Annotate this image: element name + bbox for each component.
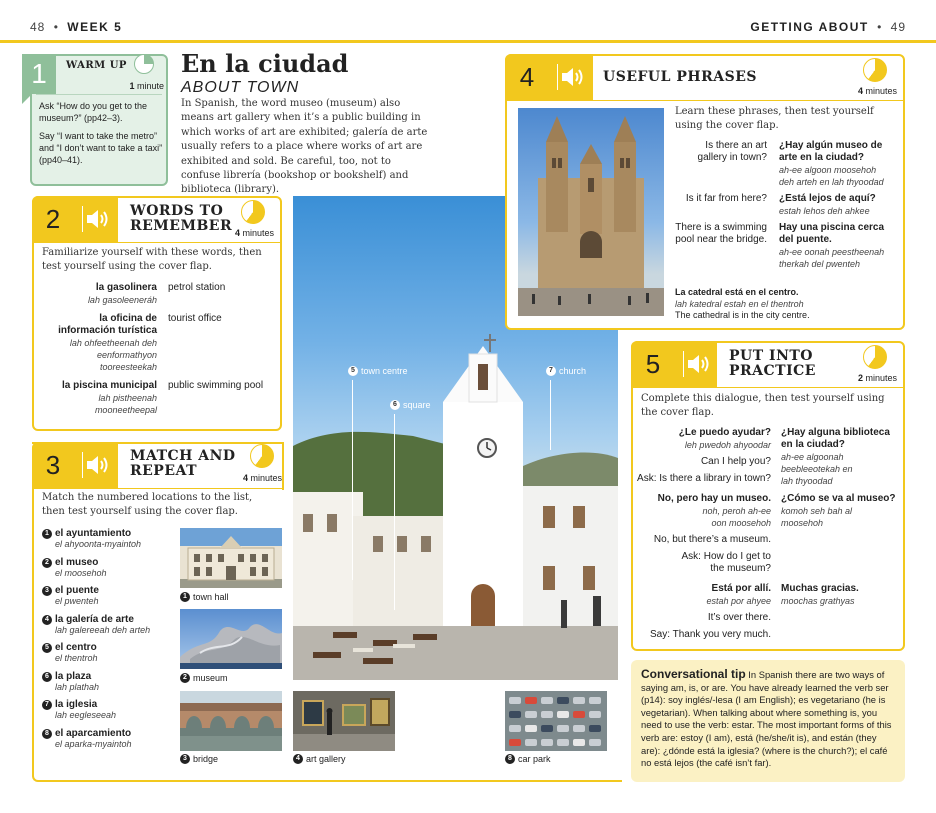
- photo-callout: 6 square: [390, 400, 431, 410]
- tip-text: Conversational tip In Spanish there are two ways of saying am, is, or are. You have already learned the verb ser (p14): soy inglés/-lesa (I am English); es vegetariano (he is vegetarian). When talking about where something is, you need to use the verb: estar. The most important forms of this verb are: estoy (I am), está (he/she/it is), and están (they are): ¿dónde está la iglesia? (where is the church?); el café no está lejos (the café isn’t far).: [641, 667, 892, 769]
- words-number: 2: [32, 196, 74, 242]
- bridge-photo: [180, 691, 282, 751]
- timer-icon: [134, 54, 154, 74]
- list-item: 7 la iglesia lah eegleseeah: [42, 699, 116, 720]
- phrase-pron: estah lehos deh ahkee: [779, 206, 870, 216]
- cathedral-pron: lah katedral estah en el thentroh: [675, 299, 804, 309]
- practice-timer: 2 minutes: [857, 373, 897, 383]
- right-page-number: 49: [890, 20, 906, 34]
- practice-panel: [631, 341, 905, 651]
- answer-es: ¿Hay alguna biblioteca en la ciudad?: [781, 427, 890, 450]
- speaker-icon: [683, 351, 713, 377]
- photo-callout: 7 church: [546, 366, 586, 376]
- dialogue-es: Está por allí.: [711, 583, 771, 594]
- timer-icon: [250, 444, 274, 468]
- dialogue-es: No, pero hay un museo.: [657, 493, 771, 504]
- page-subtitle: ABOUT TOWN: [181, 79, 300, 96]
- cathedral-es: La catedral está en el centro.: [675, 287, 799, 297]
- photo-caption: 3 bridge: [180, 754, 218, 764]
- practice-title: PUT INTO PRACTICE: [729, 348, 816, 379]
- answer-pron: moochas grathyas: [781, 596, 855, 606]
- answer-es: Muchas gracias.: [781, 583, 859, 594]
- warmup-panel: [22, 54, 168, 186]
- list-item: 2 el museo el moosehoh: [42, 557, 107, 578]
- words-intro: Familiarize yourself with these words, then test yourself using the cover flap.: [42, 247, 262, 272]
- dialogue-en: It’s over there.: [707, 612, 771, 623]
- phrase-pron: ah-ee oonah peestheenah therkah del pwenteh: [779, 247, 885, 269]
- photo-caption: 8 car park: [505, 754, 551, 764]
- warmup-timer: 1 minute: [129, 81, 164, 91]
- word-es: la gasolinera: [95, 282, 157, 293]
- left-page-number: 48: [30, 20, 46, 34]
- phrase-es: ¿Hay algún museo de arte en la ciudad?: [779, 140, 883, 163]
- cathedral-en: The cathedral is in the city centre.: [675, 310, 810, 320]
- timer-icon: [863, 345, 887, 369]
- leader-line: [550, 380, 551, 450]
- header-rule: [0, 40, 936, 43]
- dialogue-es: ¿Le puedo ayudar?: [678, 427, 771, 438]
- right-section-title: GETTING ABOUT: [750, 20, 869, 34]
- list-item: 6 la plaza lah plathah: [42, 671, 99, 692]
- museum-photo: [180, 609, 282, 669]
- title-body: In Spanish, the word museo (museum) also means art gallery when it’s a public building in which works of art are exhibited; galería de arte usually refers to a place where works of art are exhibited and sold. Be careful, too, not to confuse librería (bookshop or bookshelf) and biblioteca (library).: [181, 98, 428, 196]
- phrase-es: ¿Está lejos de aquí?: [779, 193, 876, 204]
- list-item: 8 el aparcamiento el aparka-myaintoh: [42, 728, 132, 749]
- word-pron: lah pistheenah mooneetheepal: [94, 393, 157, 415]
- words-title: WORDS TO REMEMBER: [130, 203, 233, 234]
- phrases-intro: Learn these phrases, then test yourself using the cover flap.: [675, 106, 874, 131]
- match-timer: 4 minutes: [242, 473, 282, 483]
- timer-icon: [863, 58, 887, 82]
- word-en: petrol station: [168, 282, 226, 293]
- word-es: la oficina de información turística: [58, 313, 157, 336]
- tip-panel: [631, 660, 905, 782]
- car-park-photo: [505, 691, 607, 751]
- speaker-icon: [82, 206, 112, 232]
- photo-callout: 5 town centre: [348, 366, 408, 376]
- left-running-head: 48 • WEEK 5: [30, 20, 123, 34]
- cathedral-photo: [518, 108, 664, 316]
- word-en: public swimming pool: [168, 380, 264, 391]
- word-en: tourist office: [168, 313, 222, 324]
- match-intro: Match the numbered locations to the list, then test yourself using the cover flap.: [42, 492, 253, 517]
- word-pron: lah gasoleeneráh: [87, 295, 157, 305]
- dialogue-en: No, but there’s a museum.: [653, 534, 771, 545]
- speaker-icon: [557, 64, 587, 90]
- list-item: 4 la galería de arte lah galereeah deh arteh: [42, 614, 150, 635]
- warmup-label: WARM UP: [66, 60, 127, 71]
- words-panel: [32, 196, 282, 431]
- dialogue-prompt: Ask: Is there a library in town?: [637, 473, 771, 484]
- answer-es: ¿Cómo se va al museo?: [781, 493, 896, 504]
- phrase-es: Hay una piscina cerca del puente.: [779, 222, 885, 245]
- timer-icon: [241, 200, 265, 224]
- dialogue-en: Can I help you?: [700, 456, 771, 467]
- photo-caption: 4 art gallery: [293, 754, 346, 764]
- phrases-timer: 4 minutes: [857, 86, 897, 96]
- answer-pron: komoh seh bah al moosehoh: [781, 506, 853, 528]
- practice-number: 5: [631, 341, 675, 387]
- match-number: 3: [32, 442, 74, 488]
- list-item: 3 el puente el pwenteh: [42, 585, 99, 606]
- left-section-title: WEEK 5: [67, 20, 123, 34]
- phrase-en: Is there an art gallery in town?: [697, 140, 767, 163]
- right-running-head: GETTING ABOUT • 49: [750, 20, 906, 34]
- dialogue-pron: estah por ahyee: [706, 596, 771, 606]
- town-hall-photo: [180, 528, 282, 588]
- warmup-number: 1: [22, 54, 56, 94]
- leader-line: [394, 414, 395, 610]
- phrases-title: USEFUL PHRASES: [603, 69, 757, 85]
- page-title: En la ciudad: [181, 49, 349, 78]
- phrases-number: 4: [505, 54, 549, 100]
- warmup-text-2: Say “I want to take the metro” and “I don’t want to take a taxi” (pp40–41).: [39, 131, 163, 165]
- speaker-icon: [82, 452, 112, 478]
- photo-caption: 1 town hall: [180, 592, 229, 602]
- leader-line: [352, 380, 353, 580]
- answer-pron: ah-ee algoonah beebleeotekah en lah thyoodad: [781, 452, 853, 486]
- phrase-en: Is it far from here?: [685, 193, 767, 204]
- word-es: la piscina municipal: [61, 380, 157, 391]
- dialogue-prompt: Ask: How do I get to the museum?: [681, 551, 771, 574]
- word-pron: lah ohfeetheenah deh eenformathyon tooreesteekah: [69, 338, 157, 372]
- warmup-text-1: Ask “How do you get to the museum?” (pp42–3).: [39, 101, 148, 123]
- match-title: MATCH AND REPEAT: [130, 448, 236, 479]
- art-gallery-photo: [293, 691, 395, 751]
- phrase-en: There is a swimming pool near the bridge.: [675, 222, 767, 245]
- tip-label: Conversational tip: [641, 667, 746, 681]
- dialogue-prompt: Say: Thank you very much.: [650, 629, 771, 640]
- practice-intro: Complete this dialogue, then test yourself using the cover flap.: [641, 393, 885, 418]
- phrase-pron: ah-ee algoon moosehoh deh arteh en lah thyoodad: [779, 165, 884, 187]
- words-timer: 4 minutes: [234, 228, 274, 238]
- photo-caption: 2 museum: [180, 673, 228, 683]
- list-item: 1 el ayuntamiento el ahyoonta-myaintoh: [42, 528, 141, 549]
- list-item: 5 el centro el thentroh: [42, 642, 98, 663]
- dialogue-pron: leh pwedoh ahyoodar: [684, 440, 771, 450]
- dialogue-pron: noh, peroh ah-ee oon moosehoh: [702, 506, 771, 528]
